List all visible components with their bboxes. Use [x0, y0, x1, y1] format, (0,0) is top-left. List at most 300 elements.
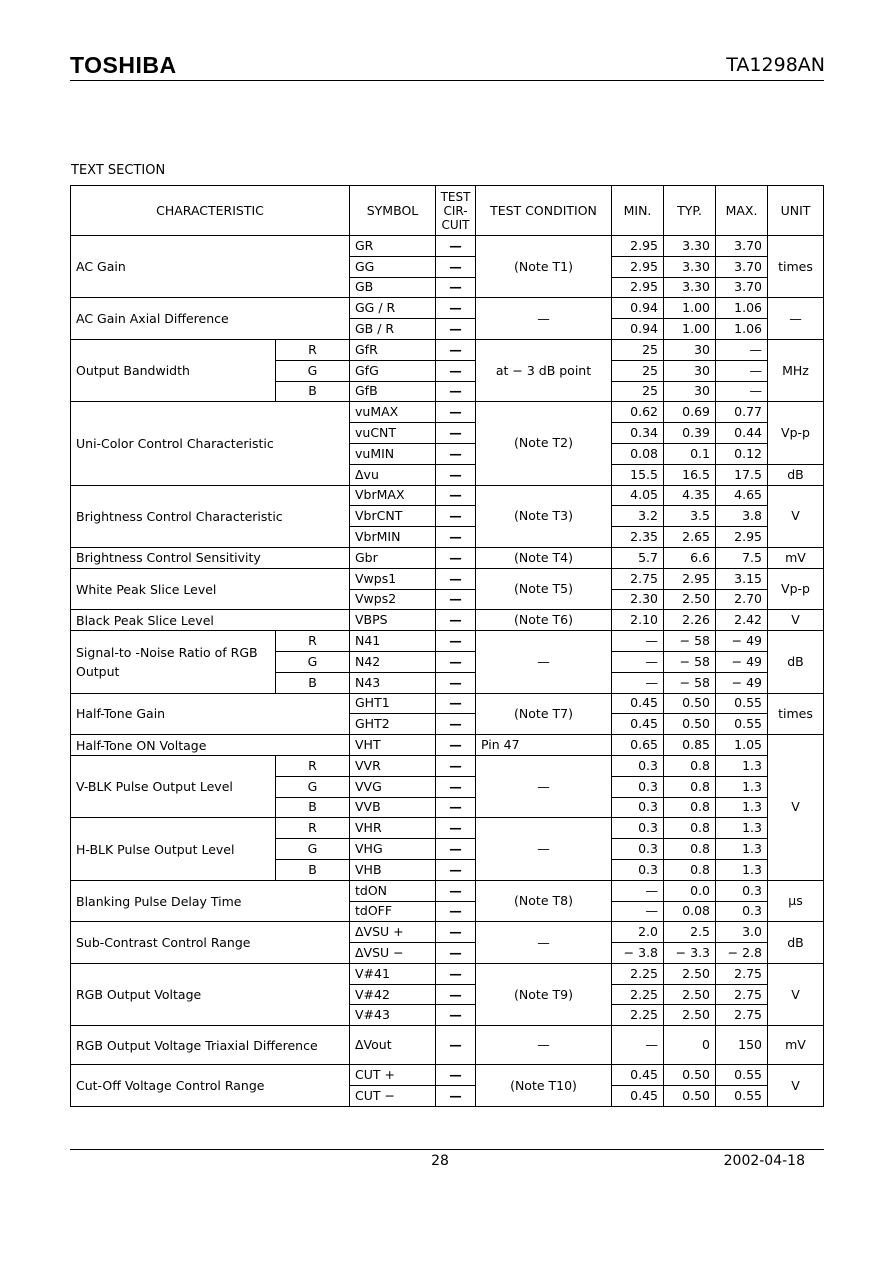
max-value-cell: − 2.8	[716, 943, 768, 964]
typ-value-cell: 0.8	[664, 776, 716, 797]
symbol-cell: vuMAX	[350, 402, 436, 423]
header-rule	[70, 80, 824, 81]
min-value-cell: 0.45	[612, 1086, 664, 1107]
test-circuit-cell: —	[436, 651, 476, 672]
max-value-cell: 0.3	[716, 901, 768, 922]
unit-cell: mV	[768, 1026, 824, 1065]
symbol-cell: V#42	[350, 984, 436, 1005]
sub-channel-cell: B	[276, 797, 350, 818]
min-value-cell: 2.10	[612, 610, 664, 631]
test-circuit-cell: —	[436, 298, 476, 319]
characteristic-cell: AC Gain Axial Difference	[71, 298, 350, 340]
typ-value-cell: 0.85	[664, 735, 716, 756]
typ-value-cell: 1.00	[664, 298, 716, 319]
test-condition-cell: (Note T3)	[476, 485, 612, 547]
min-value-cell: —	[612, 880, 664, 901]
test-circuit-cell: —	[436, 568, 476, 589]
symbol-cell: tdON	[350, 880, 436, 901]
sub-channel-cell: G	[276, 776, 350, 797]
test-circuit-cell: —	[436, 755, 476, 776]
unit-cell: MHz	[768, 339, 824, 401]
typ-value-cell: 0.8	[664, 839, 716, 860]
characteristic-cell: Brightness Control Characteristic	[71, 485, 350, 547]
symbol-cell: GR	[350, 236, 436, 257]
characteristic-cell: White Peak Slice Level	[71, 568, 350, 610]
table-row	[71, 568, 824, 589]
header-typ: TYP.	[664, 186, 716, 236]
test-condition-cell: (Note T5)	[476, 568, 612, 610]
table-row	[71, 485, 824, 506]
typ-value-cell: − 3.3	[664, 943, 716, 964]
symbol-cell: VVG	[350, 776, 436, 797]
typ-value-cell: 6.6	[664, 547, 716, 568]
symbol-cell: CUT +	[350, 1065, 436, 1086]
test-condition-cell: —	[476, 922, 612, 964]
unit-cell: V	[768, 485, 824, 547]
part-number: TA1298AN	[726, 54, 825, 76]
typ-value-cell: 0.8	[664, 755, 716, 776]
symbol-cell: VHB	[350, 859, 436, 880]
min-value-cell: 2.25	[612, 1005, 664, 1026]
test-circuit-cell: —	[436, 735, 476, 756]
max-value-cell: —	[716, 339, 768, 360]
typ-value-cell: 2.95	[664, 568, 716, 589]
symbol-cell: VVB	[350, 797, 436, 818]
symbol-cell: GHT1	[350, 693, 436, 714]
min-value-cell: —	[612, 672, 664, 693]
min-value-cell: 0.65	[612, 735, 664, 756]
sub-channel-cell: R	[276, 755, 350, 776]
max-value-cell: —	[716, 381, 768, 402]
test-circuit-cell: —	[436, 943, 476, 964]
typ-value-cell: 30	[664, 381, 716, 402]
symbol-cell: CUT −	[350, 1086, 436, 1107]
min-value-cell: 2.25	[612, 963, 664, 984]
symbol-cell: vuCNT	[350, 423, 436, 444]
typ-value-cell: 2.50	[664, 963, 716, 984]
table-row	[71, 1026, 824, 1065]
sub-channel-cell: B	[276, 672, 350, 693]
table-row	[71, 236, 824, 257]
typ-value-cell: 3.30	[664, 277, 716, 298]
table-row	[71, 922, 824, 943]
characteristic-cell: RGB Output Voltage	[71, 963, 350, 1025]
test-circuit-cell: —	[436, 423, 476, 444]
header-max: MAX.	[716, 186, 768, 236]
min-value-cell: 2.35	[612, 527, 664, 548]
min-value-cell: 0.45	[612, 693, 664, 714]
document-date: 2002-04-18	[723, 1153, 805, 1169]
min-value-cell: 2.25	[612, 984, 664, 1005]
unit-cell: Vp-p	[768, 402, 824, 464]
max-value-cell: 150	[716, 1026, 768, 1065]
test-condition-cell: —	[476, 1026, 612, 1065]
sub-channel-cell: G	[276, 839, 350, 860]
min-value-cell: 0.3	[612, 755, 664, 776]
max-value-cell: 17.5	[716, 464, 768, 485]
min-value-cell: 0.08	[612, 443, 664, 464]
max-value-cell: − 49	[716, 672, 768, 693]
typ-value-cell: 2.50	[664, 1005, 716, 1026]
header-characteristic: CHARACTERISTIC	[71, 186, 350, 236]
max-value-cell: 1.3	[716, 776, 768, 797]
symbol-cell: GfB	[350, 381, 436, 402]
symbol-cell: N43	[350, 672, 436, 693]
max-value-cell: − 49	[716, 631, 768, 652]
test-circuit-cell: —	[436, 443, 476, 464]
min-value-cell: 0.94	[612, 319, 664, 340]
sub-channel-cell: G	[276, 360, 350, 381]
table-row	[71, 631, 824, 652]
test-circuit-cell: —	[436, 776, 476, 797]
test-circuit-cell: —	[436, 464, 476, 485]
symbol-cell: VbrMAX	[350, 485, 436, 506]
header-unit: UNIT	[768, 186, 824, 236]
characteristic-cell: Output Bandwidth	[71, 339, 276, 401]
min-value-cell: 3.2	[612, 506, 664, 527]
typ-value-cell: 2.26	[664, 610, 716, 631]
typ-value-cell: 0.8	[664, 797, 716, 818]
unit-cell: V	[768, 610, 824, 631]
max-value-cell: 2.95	[716, 527, 768, 548]
max-value-cell: 2.70	[716, 589, 768, 610]
typ-value-cell: 0.69	[664, 402, 716, 423]
unit-cell: mV	[768, 547, 824, 568]
sub-channel-cell: R	[276, 339, 350, 360]
typ-value-cell: 0.0	[664, 880, 716, 901]
sub-channel-cell: R	[276, 631, 350, 652]
unit-cell: dB	[768, 464, 824, 485]
test-condition-cell: —	[476, 298, 612, 340]
min-value-cell: —	[612, 631, 664, 652]
test-circuit-cell: —	[436, 901, 476, 922]
min-value-cell: 0.3	[612, 818, 664, 839]
test-circuit-cell: —	[436, 589, 476, 610]
table-row	[71, 818, 824, 839]
unit-cell: times	[768, 693, 824, 735]
symbol-cell: GHT2	[350, 714, 436, 735]
test-circuit-cell: —	[436, 984, 476, 1005]
typ-value-cell: 0.08	[664, 901, 716, 922]
max-value-cell: 1.3	[716, 839, 768, 860]
test-circuit-cell: —	[436, 963, 476, 984]
min-value-cell: 0.3	[612, 839, 664, 860]
test-condition-cell: (Note T10)	[476, 1065, 612, 1107]
max-value-cell: 1.05	[716, 735, 768, 756]
characteristic-cell: Uni-Color Control Characteristic	[71, 402, 350, 485]
section-title: TEXT SECTION	[71, 163, 166, 178]
header-min: MIN.	[612, 186, 664, 236]
symbol-cell: VHT	[350, 735, 436, 756]
max-value-cell: 1.3	[716, 859, 768, 880]
test-circuit-cell: —	[436, 880, 476, 901]
test-condition-cell: (Note T2)	[476, 402, 612, 485]
typ-value-cell: 30	[664, 339, 716, 360]
symbol-cell: V#43	[350, 1005, 436, 1026]
unit-cell: —	[768, 298, 824, 340]
test-circuit-cell: —	[436, 672, 476, 693]
characteristic-cell: Sub-Contrast Control Range	[71, 922, 350, 964]
max-value-cell: 2.75	[716, 1005, 768, 1026]
table-row	[71, 547, 824, 568]
table-row	[71, 735, 824, 756]
max-value-cell: 0.55	[716, 1065, 768, 1086]
test-condition-cell: (Note T1)	[476, 236, 612, 298]
test-condition-cell: (Note T9)	[476, 963, 612, 1025]
header-test-condition: TEST CONDITION	[476, 186, 612, 236]
test-circuit-cell: —	[436, 1086, 476, 1107]
characteristic-cell: AC Gain	[71, 236, 350, 298]
symbol-cell: GB / R	[350, 319, 436, 340]
unit-cell: dB	[768, 922, 824, 964]
test-circuit-cell: —	[436, 859, 476, 880]
max-value-cell: 0.55	[716, 714, 768, 735]
unit-cell: dB	[768, 631, 824, 693]
min-value-cell: 5.7	[612, 547, 664, 568]
min-value-cell: 0.3	[612, 859, 664, 880]
characteristic-cell: Blanking Pulse Delay Time	[71, 880, 350, 922]
test-condition-cell: —	[476, 631, 612, 693]
min-value-cell: —	[612, 1026, 664, 1065]
typ-value-cell: 0.50	[664, 714, 716, 735]
min-value-cell: − 3.8	[612, 943, 664, 964]
typ-value-cell: 30	[664, 360, 716, 381]
min-value-cell: 4.05	[612, 485, 664, 506]
max-value-cell: 2.75	[716, 963, 768, 984]
max-value-cell: 0.44	[716, 423, 768, 444]
min-value-cell: 15.5	[612, 464, 664, 485]
test-circuit-cell: —	[436, 1005, 476, 1026]
test-circuit-cell: —	[436, 839, 476, 860]
table-row	[71, 880, 824, 901]
typ-value-cell: 4.35	[664, 485, 716, 506]
max-value-cell: 3.8	[716, 506, 768, 527]
table-header-row	[71, 186, 824, 236]
max-value-cell: 1.3	[716, 818, 768, 839]
min-value-cell: 2.95	[612, 277, 664, 298]
test-condition-cell: (Note T7)	[476, 693, 612, 735]
unit-cell: V	[768, 963, 824, 1025]
max-value-cell: 1.3	[716, 755, 768, 776]
typ-value-cell: 0.8	[664, 818, 716, 839]
typ-value-cell: 0.50	[664, 1086, 716, 1107]
min-value-cell: 2.95	[612, 256, 664, 277]
symbol-cell: Δvu	[350, 464, 436, 485]
symbol-cell: ΔVSU +	[350, 922, 436, 943]
test-condition-cell: —	[476, 755, 612, 817]
typ-value-cell: 0.1	[664, 443, 716, 464]
typ-value-cell: 3.5	[664, 506, 716, 527]
typ-value-cell: 2.50	[664, 984, 716, 1005]
test-circuit-cell: —	[436, 256, 476, 277]
typ-value-cell: 3.30	[664, 256, 716, 277]
typ-value-cell: 16.5	[664, 464, 716, 485]
test-condition-cell: —	[476, 818, 612, 880]
symbol-cell: GfR	[350, 339, 436, 360]
typ-value-cell: 0.8	[664, 859, 716, 880]
characteristic-cell: H-BLK Pulse Output Level	[71, 818, 276, 880]
min-value-cell: 2.95	[612, 236, 664, 257]
test-circuit-cell: —	[436, 236, 476, 257]
test-circuit-cell: —	[436, 360, 476, 381]
typ-value-cell: 2.65	[664, 527, 716, 548]
table-row	[71, 693, 824, 714]
max-value-cell: 0.12	[716, 443, 768, 464]
characteristic-cell: Cut-Off Voltage Control Range	[71, 1065, 350, 1107]
typ-value-cell: 1.00	[664, 319, 716, 340]
min-value-cell: 25	[612, 381, 664, 402]
test-circuit-cell: —	[436, 277, 476, 298]
unit-cell: times	[768, 236, 824, 298]
table-row	[71, 402, 824, 423]
max-value-cell: —	[716, 360, 768, 381]
symbol-cell: V#41	[350, 963, 436, 984]
table-row	[71, 298, 824, 319]
max-value-cell: 3.70	[716, 236, 768, 257]
min-value-cell: 0.34	[612, 423, 664, 444]
max-value-cell: 3.70	[716, 277, 768, 298]
table-row	[71, 1065, 824, 1086]
min-value-cell: 2.75	[612, 568, 664, 589]
brand-logo: TOSHIBA	[70, 52, 177, 78]
test-circuit-cell: —	[436, 797, 476, 818]
characteristic-cell: Brightness Control Sensitivity	[71, 547, 350, 568]
test-circuit-cell: —	[436, 610, 476, 631]
symbol-cell: GG / R	[350, 298, 436, 319]
max-value-cell: 1.3	[716, 797, 768, 818]
table-row	[71, 963, 824, 984]
test-condition-cell: Pin 47	[476, 735, 612, 756]
test-circuit-cell: —	[436, 631, 476, 652]
test-circuit-cell: —	[436, 485, 476, 506]
table-row	[71, 339, 824, 360]
typ-value-cell: 0.39	[664, 423, 716, 444]
table-row	[71, 755, 824, 776]
test-circuit-cell: —	[436, 922, 476, 943]
typ-value-cell: − 58	[664, 631, 716, 652]
spec-table	[70, 185, 824, 1107]
test-condition-cell: at − 3 dB point	[476, 339, 612, 401]
max-value-cell: 1.06	[716, 319, 768, 340]
min-value-cell: 2.30	[612, 589, 664, 610]
test-circuit-cell: —	[436, 527, 476, 548]
symbol-cell: Vwps2	[350, 589, 436, 610]
footer-rule	[70, 1149, 824, 1150]
test-circuit-cell: —	[436, 319, 476, 340]
symbol-cell: N42	[350, 651, 436, 672]
max-value-cell: 2.75	[716, 984, 768, 1005]
symbol-cell: VbrMIN	[350, 527, 436, 548]
max-value-cell: 3.70	[716, 256, 768, 277]
symbol-cell: VHG	[350, 839, 436, 860]
unit-cell: Vp-p	[768, 568, 824, 610]
min-value-cell: —	[612, 651, 664, 672]
characteristic-cell: Half-Tone ON Voltage	[71, 735, 350, 756]
typ-value-cell: 0	[664, 1026, 716, 1065]
min-value-cell: 0.3	[612, 797, 664, 818]
typ-value-cell: − 58	[664, 672, 716, 693]
typ-value-cell: 2.50	[664, 589, 716, 610]
test-circuit-cell: —	[436, 818, 476, 839]
sub-channel-cell: B	[276, 859, 350, 880]
header-symbol: SYMBOL	[350, 186, 436, 236]
test-circuit-cell: —	[436, 402, 476, 423]
unit-cell: V	[768, 1065, 824, 1107]
symbol-cell: GG	[350, 256, 436, 277]
symbol-cell: Gbr	[350, 547, 436, 568]
symbol-cell: VBPS	[350, 610, 436, 631]
page-number: 28	[431, 1153, 449, 1169]
test-circuit-cell: —	[436, 1026, 476, 1065]
unit-cell: μs	[768, 880, 824, 922]
characteristic-cell: Half-Tone Gain	[71, 693, 350, 735]
characteristic-cell: Black Peak Slice Level	[71, 610, 350, 631]
max-value-cell: 1.06	[716, 298, 768, 319]
test-condition-cell: (Note T8)	[476, 880, 612, 922]
max-value-cell: 0.55	[716, 693, 768, 714]
min-value-cell: 25	[612, 360, 664, 381]
min-value-cell: 25	[612, 339, 664, 360]
symbol-cell: ΔVSU −	[350, 943, 436, 964]
max-value-cell: 7.5	[716, 547, 768, 568]
max-value-cell: 0.77	[716, 402, 768, 423]
symbol-cell: tdOFF	[350, 901, 436, 922]
symbol-cell: GB	[350, 277, 436, 298]
test-circuit-cell: —	[436, 381, 476, 402]
test-condition-cell: (Note T4)	[476, 547, 612, 568]
symbol-cell: ΔVout	[350, 1026, 436, 1065]
header-test-circuit: TEST CIR- CUIT	[436, 186, 476, 236]
symbol-cell: Vwps1	[350, 568, 436, 589]
symbol-cell: VVR	[350, 755, 436, 776]
typ-value-cell: 2.5	[664, 922, 716, 943]
table-row	[71, 610, 824, 631]
symbol-cell: N41	[350, 631, 436, 652]
characteristic-cell: RGB Output Voltage Triaxial Difference	[71, 1026, 350, 1065]
typ-value-cell: 0.50	[664, 1065, 716, 1086]
test-condition-cell: (Note T6)	[476, 610, 612, 631]
max-value-cell: 0.3	[716, 880, 768, 901]
test-circuit-cell: —	[436, 1065, 476, 1086]
test-circuit-cell: —	[436, 693, 476, 714]
symbol-cell: vuMIN	[350, 443, 436, 464]
min-value-cell: 2.0	[612, 922, 664, 943]
sub-channel-cell: R	[276, 818, 350, 839]
sub-channel-cell: B	[276, 381, 350, 402]
characteristic-cell: V-BLK Pulse Output Level	[71, 755, 276, 817]
sub-channel-cell: G	[276, 651, 350, 672]
min-value-cell: 0.45	[612, 714, 664, 735]
symbol-cell: GfG	[350, 360, 436, 381]
symbol-cell: VHR	[350, 818, 436, 839]
typ-value-cell: 0.50	[664, 693, 716, 714]
max-value-cell: 3.0	[716, 922, 768, 943]
min-value-cell: 0.94	[612, 298, 664, 319]
min-value-cell: 0.3	[612, 776, 664, 797]
typ-value-cell: 3.30	[664, 236, 716, 257]
unit-cell: V	[768, 735, 824, 881]
max-value-cell: 2.42	[716, 610, 768, 631]
test-circuit-cell: —	[436, 547, 476, 568]
typ-value-cell: − 58	[664, 651, 716, 672]
table-body	[71, 236, 824, 1107]
max-value-cell: 4.65	[716, 485, 768, 506]
test-circuit-cell: —	[436, 714, 476, 735]
min-value-cell: 0.45	[612, 1065, 664, 1086]
max-value-cell: 0.55	[716, 1086, 768, 1107]
symbol-cell: VbrCNT	[350, 506, 436, 527]
characteristic-cell: Signal-to -Noise Ratio of RGB Output	[71, 631, 276, 693]
